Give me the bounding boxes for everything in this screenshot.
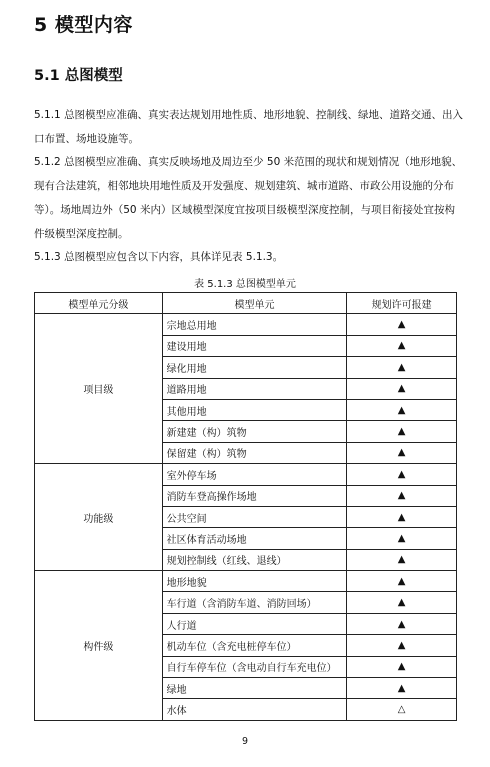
permit-mark-cell: ▲ (347, 635, 457, 656)
unit-cell: 宗地总用地 (162, 314, 347, 335)
clause-5-1-3 (34, 245, 464, 269)
unit-cell: 保留建（构）筑物 (162, 442, 347, 463)
unit-cell: 机动车位（含充电桩停车位） (162, 635, 347, 656)
permit-mark-cell: △ (347, 699, 457, 720)
chapter-title: 5 模型内容 (34, 14, 133, 36)
permit-mark-cell: ▲ (347, 335, 457, 356)
clause-text: 总图模型应准确、真实反映场地及周边至少 50 米范围的现状和规划情况（地形地貌、现有合法建筑，相邻地块用地性质及开发强度、规划建筑、城市道路、市政公用设施的分布等）。场地周边外（50 米内）区域模型深度宜按项目级模型深度控制，与项目衔接处宜按构件级模型深度控制。 (34, 156, 463, 240)
clause-text: 总图模型应准确、真实表达规划用地性质、地形地貌、控制线、绿地、道路交通、出入口布置、场地设施等。 (34, 109, 464, 145)
table-caption: 表 5.1.3 总图模型单元 (194, 279, 296, 290)
table-body (35, 314, 457, 720)
unit-cell: 新建建（构）筑物 (162, 421, 347, 442)
unit-cell: 室外停车场 (162, 464, 347, 485)
page-number: 9 (241, 736, 249, 747)
unit-cell: 水体 (162, 699, 347, 720)
permit-mark-cell: ▲ (347, 528, 457, 549)
unit-cell: 公共空间 (162, 506, 347, 527)
permit-mark-cell: ▲ (347, 357, 457, 378)
header-permit: 规划许可报建 (347, 293, 457, 314)
clause-number: 5.1.1 (34, 109, 61, 121)
permit-mark-cell: ▲ (347, 421, 457, 442)
unit-cell: 自行车停车位（含电动自行车充电位） (162, 656, 347, 677)
unit-cell: 人行道 (162, 613, 347, 634)
permit-mark-cell: ▲ (347, 442, 457, 463)
permit-mark-cell: ▲ (347, 314, 457, 335)
header-unit: 模型单元 (162, 293, 347, 314)
level-cell: 项目级 (35, 314, 163, 464)
unit-cell: 绿化用地 (162, 357, 347, 378)
permit-mark-cell: ▲ (347, 549, 457, 570)
header-level: 模型单元分级 (35, 293, 163, 314)
clause-number: 5.1.3 (34, 251, 61, 263)
unit-cell: 车行道（含消防车道、消防回场） (162, 592, 347, 613)
unit-cell: 消防车登高操作场地 (162, 485, 347, 506)
permit-mark-cell: ▲ (347, 485, 457, 506)
unit-cell: 规划控制线（红线、退线） (162, 549, 347, 570)
table-row (35, 464, 457, 485)
permit-mark-cell: ▲ (347, 656, 457, 677)
table-row (35, 314, 457, 335)
clause-5-1-1 (34, 103, 464, 151)
unit-cell: 道路用地 (162, 378, 347, 399)
unit-cell: 社区体育活动场地 (162, 528, 347, 549)
level-cell: 功能级 (35, 464, 163, 571)
clause-number: 5.1.2 (34, 156, 61, 168)
permit-mark-cell: ▲ (347, 399, 457, 420)
table-row (35, 571, 457, 592)
clause-5-1-2 (34, 150, 464, 246)
permit-mark-cell: ▲ (347, 592, 457, 613)
permit-mark-cell: ▲ (347, 571, 457, 592)
permit-mark-cell: ▲ (347, 506, 457, 527)
unit-cell: 地形地貌 (162, 571, 347, 592)
clause-text: 总图模型应包含以下内容，具体详见表 5.1.3。 (64, 251, 284, 263)
unit-cell: 其他用地 (162, 399, 347, 420)
table-header-row (35, 293, 457, 314)
permit-mark-cell: ▲ (347, 378, 457, 399)
unit-cell: 建设用地 (162, 335, 347, 356)
level-cell: 构件级 (35, 571, 163, 721)
section-title: 5.1 总图模型 (34, 68, 123, 84)
permit-mark-cell: ▲ (347, 464, 457, 485)
model-unit-table (34, 292, 457, 721)
unit-cell: 绿地 (162, 678, 347, 699)
permit-mark-cell: ▲ (347, 678, 457, 699)
permit-mark-cell: ▲ (347, 613, 457, 634)
